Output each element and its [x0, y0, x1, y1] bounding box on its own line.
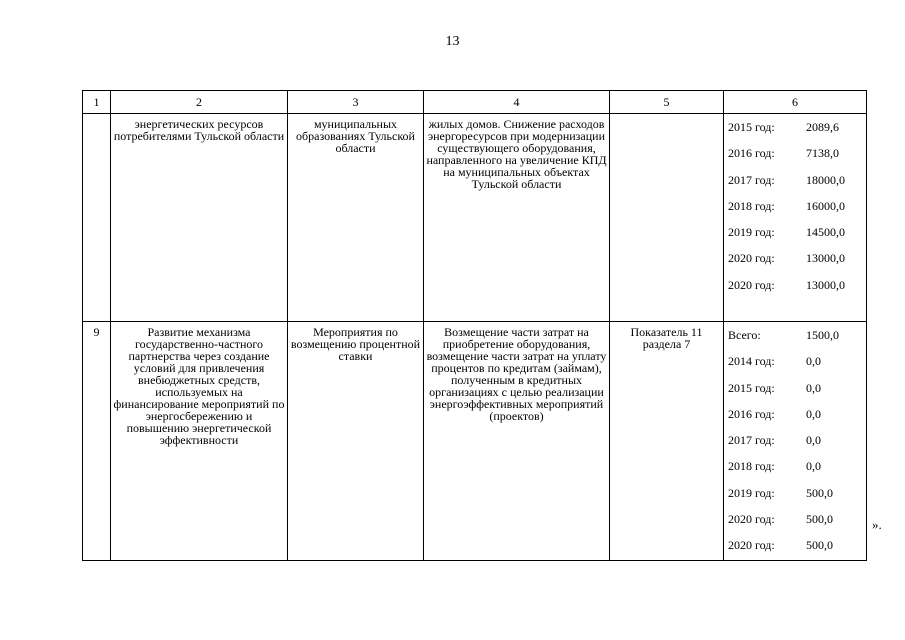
- funding-year-label: 2016 год:: [728, 406, 775, 421]
- funding-line: [728, 401, 866, 427]
- funding-line: [728, 375, 866, 401]
- header-col-2: 2: [111, 91, 288, 114]
- table-row: [83, 114, 867, 322]
- funding-line: [728, 167, 866, 193]
- funding-amount: 18000,0: [806, 172, 845, 187]
- funding-cell: [724, 114, 867, 322]
- funding-line: [728, 427, 866, 453]
- closing-quote-mark: ».: [872, 517, 882, 532]
- funding-line: [728, 219, 866, 245]
- funding-line: [728, 348, 866, 374]
- task-text: энергетических ресурсов потребителями Тульской области: [113, 117, 285, 143]
- activity-text: Мероприятия по возмещению процентной ставки: [290, 325, 421, 363]
- table-row: [83, 322, 867, 561]
- funding-amount: 0,0: [806, 354, 821, 369]
- funding-year-label: 2020 год:: [728, 251, 775, 266]
- funding-year-label: Всего:: [728, 328, 761, 342]
- funding-amount: 13000,0: [806, 251, 845, 266]
- funding-year-label: 2020 год:: [728, 277, 775, 292]
- header-row: [83, 91, 867, 114]
- funding-line: [728, 272, 866, 298]
- header-col-3: 3: [288, 91, 424, 114]
- row-number: [83, 114, 111, 322]
- header-col-1: 1: [83, 91, 111, 114]
- funding-amount: 500,0: [806, 485, 833, 500]
- funding-line: [728, 453, 866, 479]
- task-text: Развитие механизма государственно-частного партнерства через создание условий для привлечения внебюджетных средств, используемых на финансирование мероприятий по энергосбережению и повышению энергетической эффективности: [113, 325, 285, 447]
- funding-year-label: 2018 год:: [728, 198, 775, 213]
- page-number: 13: [445, 34, 460, 49]
- funding-line: [728, 140, 866, 166]
- funding-amount: 14500,0: [806, 225, 845, 240]
- funding-amount: 0,0: [806, 380, 821, 395]
- funding-cell: [724, 322, 867, 561]
- activity-text: муниципальных образованиях Тульской области: [296, 117, 415, 155]
- funding-line: [728, 506, 866, 532]
- funding-year-label: 2020 год:: [728, 538, 775, 553]
- header-col-4: 4: [424, 91, 610, 114]
- funding-year-label: 2015 год:: [728, 380, 775, 395]
- description-text: жилых домов. Снижение расходов энергоресурсов при модернизации существующего оборудования, направленного на увеличение КПД на муниципальных объектах Тульской области: [426, 117, 607, 191]
- indicator-text: Показатель 11 раздела 7: [630, 325, 703, 351]
- funding-line: [728, 193, 866, 219]
- funding-amount: 1500,0: [806, 328, 839, 342]
- funding-line: [728, 114, 866, 140]
- funding-amount: 13000,0: [806, 277, 845, 292]
- funding-amount: 0,0: [806, 406, 821, 421]
- funding-amount: 0,0: [806, 459, 821, 474]
- funding-year-label: 2020 год:: [728, 512, 775, 527]
- program-table: [82, 90, 867, 561]
- header-col-6: 6: [724, 91, 867, 114]
- funding-line: [728, 245, 866, 271]
- funding-year-label: 2019 год:: [728, 485, 775, 500]
- funding-line: [728, 532, 866, 558]
- funding-year-label: 2018 год:: [728, 459, 775, 474]
- funding-amount: 2089,6: [806, 120, 839, 134]
- funding-amount: 0,0: [806, 433, 821, 448]
- funding-year-label: 2016 год:: [728, 146, 775, 161]
- row-number: 9: [83, 322, 111, 561]
- funding-line: [728, 480, 866, 506]
- description-text: Возмещение части затрат на приобретение оборудования, возмещение части затрат на уплату процентов по кредитам (займам), полученным в кредитных организациях с целью реализации энергоэффективных мероприятий (проектов): [426, 325, 607, 423]
- funding-amount: 16000,0: [806, 198, 845, 213]
- funding-amount: 7138,0: [806, 146, 839, 161]
- funding-year-label: 2015 год:: [728, 120, 775, 134]
- funding-year-label: 2014 год:: [728, 354, 775, 369]
- header-col-5: 5: [610, 91, 724, 114]
- funding-amount: 500,0: [806, 512, 833, 527]
- funding-year-label: 2017 год:: [728, 433, 775, 448]
- funding-amount: 500,0: [806, 538, 833, 553]
- funding-line: [728, 322, 866, 348]
- funding-year-label: 2017 год:: [728, 172, 775, 187]
- funding-year-label: 2019 год:: [728, 225, 775, 240]
